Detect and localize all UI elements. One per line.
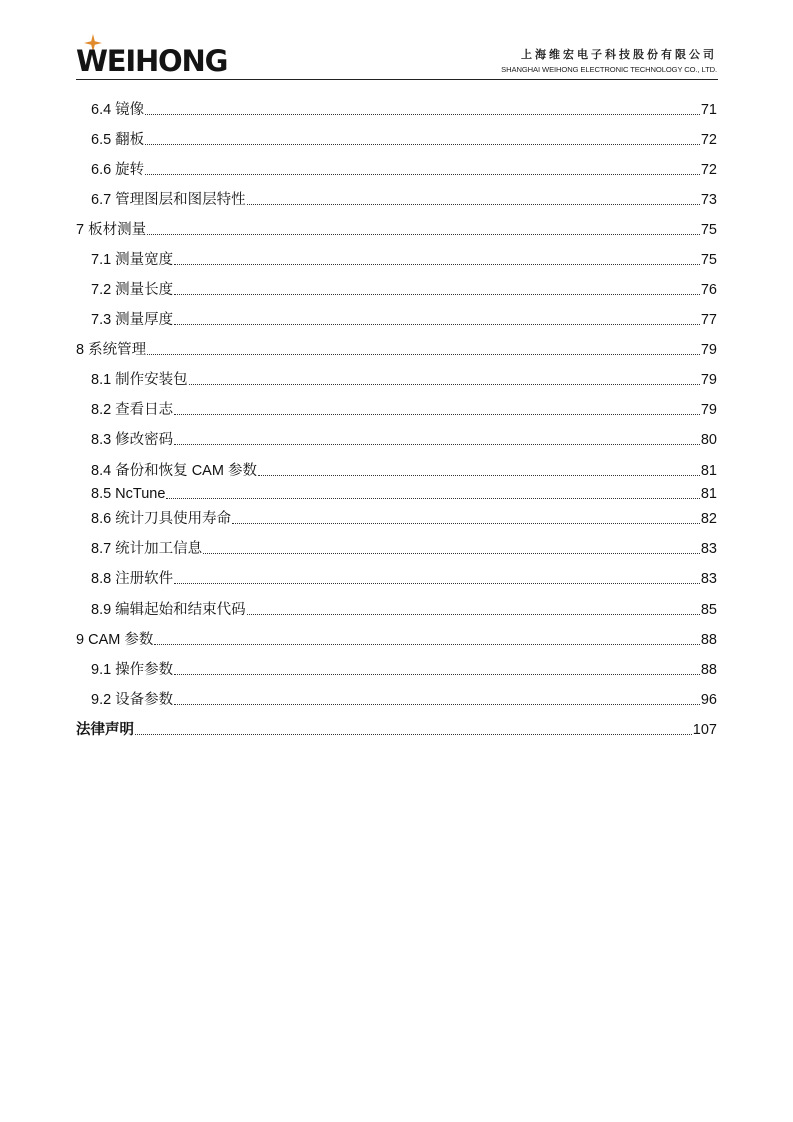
dot-leader [174,414,700,415]
toc-entry-page: 77 [700,312,717,328]
toc-entry-page: 75 [700,252,717,268]
dot-leader [174,704,700,705]
dot-leader [174,674,700,675]
toc-entry-page: 75 [700,222,717,238]
dot-leader [174,583,700,584]
toc-entry-title: 9.1 操作参数 [91,662,174,678]
toc-entry[interactable] [76,126,717,150]
toc-entry-title: 8 系统管理 [76,342,147,358]
toc-entry-page: 82 [700,511,717,527]
toc-entry-title: 9.2 设备参数 [91,692,174,708]
dot-leader [258,475,700,476]
toc-entry[interactable] [76,96,717,120]
toc-entry-title: 8.8 注册软件 [91,571,174,587]
toc-entry[interactable] [76,336,717,360]
toc-entry-title: 8.7 统计加工信息 [91,541,203,557]
toc-entry-page: 96 [700,692,717,708]
toc-entry[interactable] [76,396,717,420]
toc-entry[interactable] [76,596,717,620]
dot-leader [247,204,700,205]
toc-entry-page: 71 [700,102,717,118]
toc-entry-page: 72 [700,162,717,178]
toc-entry[interactable] [76,686,717,710]
toc-entry-title: 7 板材测量 [76,222,147,238]
toc-entry-page: 88 [700,662,717,678]
toc-entry[interactable] [76,626,717,650]
dot-leader [145,114,700,115]
toc-entry-title: 8.9 编辑起始和结束代码 [91,602,246,618]
toc-entry-title: 8.2 查看日志 [91,402,174,418]
toc-entry-title: 法律声明 [76,722,134,738]
dot-leader [135,734,692,735]
page-header [0,0,793,82]
toc-entry-page: 88 [700,632,717,648]
dot-leader [174,444,700,445]
toc-entry[interactable] [76,535,717,559]
company-name-cn: 上海维宏电子科技股份有限公司 [521,48,717,61]
toc-entry[interactable] [76,186,717,210]
toc-entry[interactable] [76,480,717,504]
toc-entry[interactable] [76,426,717,450]
header-divider [76,79,718,80]
toc-entry[interactable] [76,656,717,680]
toc-entry-page: 73 [700,192,717,208]
toc-entry-title: 7.2 测量长度 [91,282,174,298]
dot-leader [147,354,700,355]
toc-entry-page: 72 [700,132,717,148]
toc-entry[interactable] [76,457,717,481]
dot-leader [145,174,700,175]
toc-entry-title: 6.6 旋转 [91,162,145,178]
toc-entry[interactable] [76,565,717,589]
toc-entry[interactable] [76,505,717,529]
dot-leader [203,553,700,554]
toc-entry-title: 8.4 备份和恢复 CAM 参数 [91,463,257,479]
dot-leader [189,384,700,385]
toc-entry-page: 79 [700,342,717,358]
toc-entry-title: 8.3 修改密码 [91,432,174,448]
toc-entry-title: 6.4 镜像 [91,102,145,118]
toc-entry-title: 7.1 测量宽度 [91,252,174,268]
toc-entry-title: 6.5 翻板 [91,132,145,148]
toc-entry[interactable] [76,366,717,390]
toc-entry[interactable] [76,156,717,180]
toc-entry-page: 79 [700,402,717,418]
toc-entry[interactable] [76,716,717,740]
toc-entry[interactable] [76,276,717,300]
dot-leader [174,264,700,265]
toc-entry-page: 81 [700,486,717,502]
dot-leader [166,498,699,499]
dot-leader [247,614,700,615]
toc-entry-page: 81 [700,463,717,479]
dot-leader [145,144,700,145]
toc-entry-page: 76 [700,282,717,298]
company-name [501,48,717,75]
toc-entry[interactable] [76,216,717,240]
toc-entry-page: 85 [700,602,717,618]
dot-leader [154,644,700,645]
toc-entry-page: 83 [700,571,717,587]
dot-leader [147,234,700,235]
toc-entry-page: 107 [692,722,717,738]
toc-entry-page: 83 [700,541,717,557]
toc-entry[interactable] [76,246,717,270]
dot-leader [232,523,700,524]
dot-leader [174,324,700,325]
toc-entry[interactable] [76,306,717,330]
toc-entry-title: 7.3 测量厚度 [91,312,174,328]
toc-entry-title: 6.7 管理图层和图层特性 [91,192,246,208]
dot-leader [174,294,700,295]
toc-entry-page: 80 [700,432,717,448]
toc-entry-title: 8.5 NcTune [91,486,166,502]
logo-text: WEIHONG [76,44,228,78]
toc-entry-title: 8.6 统计刀具使用寿命 [91,511,232,527]
toc-entry-page: 79 [700,372,717,388]
toc-entry-title: 8.1 制作安装包 [91,372,188,388]
toc-entry-title: 9 CAM 参数 [76,632,154,648]
company-name-en: SHANGHAI WEIHONG ELECTRONIC TECHNOLOGY CO., LTD. [501,65,717,74]
